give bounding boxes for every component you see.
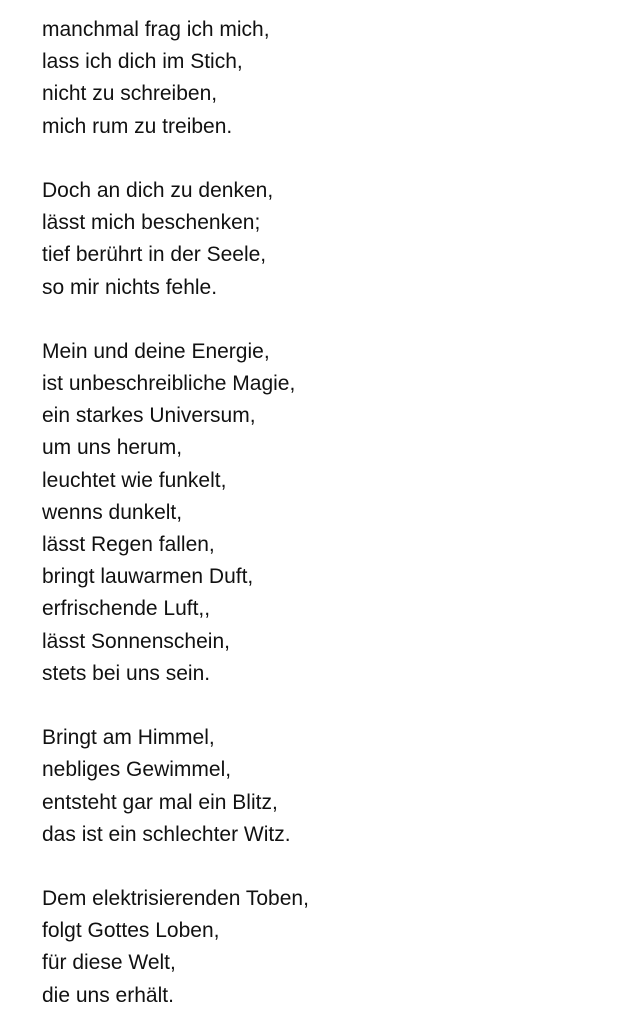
stanza-gap [42,690,622,722]
poem-line: Doch an dich zu denken, [42,178,274,202]
poem-line: leuchtet wie funkelt, [42,468,227,492]
poem-line: das ist ein schlechter Witz. [42,822,291,846]
stanza [42,175,622,304]
poem-line: lässt mich beschenken; [42,211,261,235]
poem-line: die uns erhält. [42,983,174,1007]
poem-line: erfrischende Luft,, [42,597,211,621]
poem-line: Dem elektrisierenden Toben, [42,887,309,911]
poem-line: lass ich dich im Stich, [42,50,243,74]
poem-line: für diese Welt, [42,951,176,975]
stanza [42,722,622,851]
stanza [42,14,622,143]
poem-line: ist unbeschreibliche Magie, [42,372,296,396]
poem-line: nicht zu schreiben, [42,82,218,106]
poem-line: so mir nichts fehle. [42,275,218,299]
poem-line: lässt Sonnenschein, [42,629,230,653]
poem-text [42,14,622,1012]
poem-line: stets bei uns sein. [42,661,211,685]
poem-line: manchmal frag ich mich, [42,18,270,41]
stanza-gap [42,304,622,336]
poem-line: bringt lauwarmen Duft, [42,565,254,589]
poem-line: Mein und deine Energie, [42,339,270,363]
poem-line: wenns dunkelt, [42,500,183,524]
poem-line: um uns herum, [42,436,183,460]
poem-line: ein starkes Universum, [42,404,256,428]
poem-line: nebliges Gewimmel, [42,758,232,782]
poem-line: folgt Gottes Loben, [42,919,220,943]
stanza-gap [42,143,622,175]
poem-line: tief berührt in der Seele, [42,243,267,267]
poem-line: mich rum zu treiben. [42,114,233,138]
poem-line: lässt Regen fallen, [42,533,215,556]
poem-line: Bringt am Himmel, [42,726,215,750]
poem-line: entsteht gar mal ein Blitz, [42,790,278,814]
stanza-gap [42,851,622,883]
stanza [42,336,622,690]
stanza [42,883,622,1012]
